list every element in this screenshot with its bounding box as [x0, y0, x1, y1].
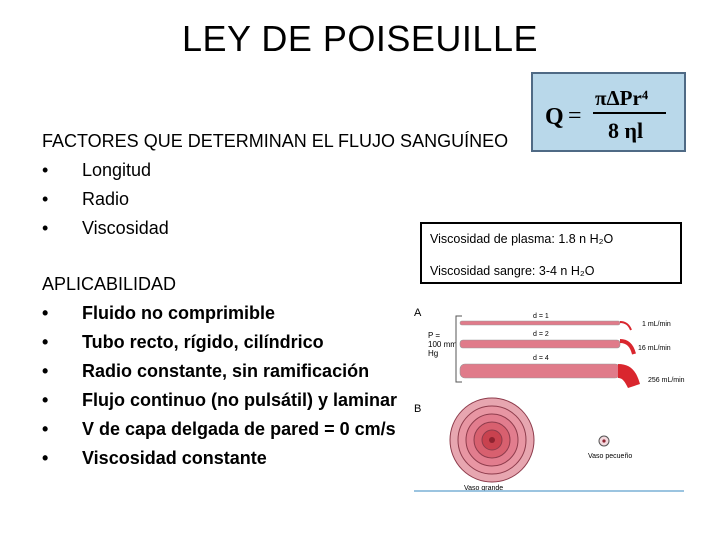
flow-diagram-svg: [410, 300, 686, 498]
aplicabilidad-item: • V de capa delgada de pared = 0 cm/s: [42, 415, 397, 444]
small-vessel-label: Vaso pecueño: [588, 453, 633, 460]
formula-equals: =: [568, 103, 582, 129]
flow-label: 1 mL/min: [642, 321, 671, 328]
aplicabilidad-section: [42, 270, 397, 473]
slide-title: LEY DE POISEUILLE: [181, 18, 538, 59]
tube-medium: [460, 340, 620, 348]
large-vessel-label: Vaso grande: [464, 485, 504, 492]
tube-large: [460, 364, 620, 378]
flow-label: 256 mL/min: [648, 377, 685, 384]
pressure-label: P =: [428, 331, 441, 340]
viscosity-box: [420, 222, 682, 284]
outflow-large: [618, 364, 640, 388]
diameter-label: d = 1: [533, 313, 549, 320]
factor-item: • Longitud: [42, 156, 508, 185]
plasma-viscosity: Viscosidad de plasma: 1.8 n H₂O: [430, 232, 614, 246]
aplicabilidad-heading: APLICABILIDAD: [42, 274, 177, 294]
large-vessel-cross-section: [450, 398, 534, 482]
small-vessel-cross-section: [599, 436, 609, 446]
formula-numerator: πΔPr⁴: [595, 86, 649, 110]
tube-small: [460, 321, 620, 325]
factor-item: • Radio: [42, 185, 508, 214]
pressure-label: Hg: [428, 349, 439, 358]
factores-heading: FACTORES QUE DETERMINAN EL FLUJO SANGUÍNEO: [42, 131, 509, 151]
diameter-label: d = 4: [533, 355, 549, 362]
outflow-small: [620, 322, 631, 330]
pressure-label: 100 mm: [428, 340, 457, 349]
factor-item: • Viscosidad: [42, 214, 508, 243]
aplicabilidad-item: • Flujo continuo (no pulsátil) y laminar: [42, 386, 397, 415]
aplicabilidad-item: • Radio constante, sin ramificación: [42, 357, 397, 386]
diameter-label: d = 2: [533, 331, 549, 338]
panel-a-label: A: [414, 307, 422, 319]
aplicabilidad-item: • Fluido no comprimible: [42, 299, 397, 328]
blood-viscosity: Viscosidad sangre: 3-4 n H₂O: [430, 264, 595, 278]
flow-label: 16 mL/min: [638, 345, 671, 352]
flow-diagram: [410, 300, 686, 498]
panel-b-label: B: [414, 403, 422, 415]
formula-denominator: 8 ηl: [608, 118, 644, 143]
aplicabilidad-item: • Tubo recto, rígido, cilíndrico: [42, 328, 397, 357]
outflow-medium: [620, 341, 634, 354]
formula-graphic: [533, 74, 684, 150]
poiseuille-formula: [531, 72, 686, 152]
formula-lhs: Q: [545, 104, 564, 130]
aplicabilidad-item: • Viscosidad constante: [42, 444, 397, 473]
